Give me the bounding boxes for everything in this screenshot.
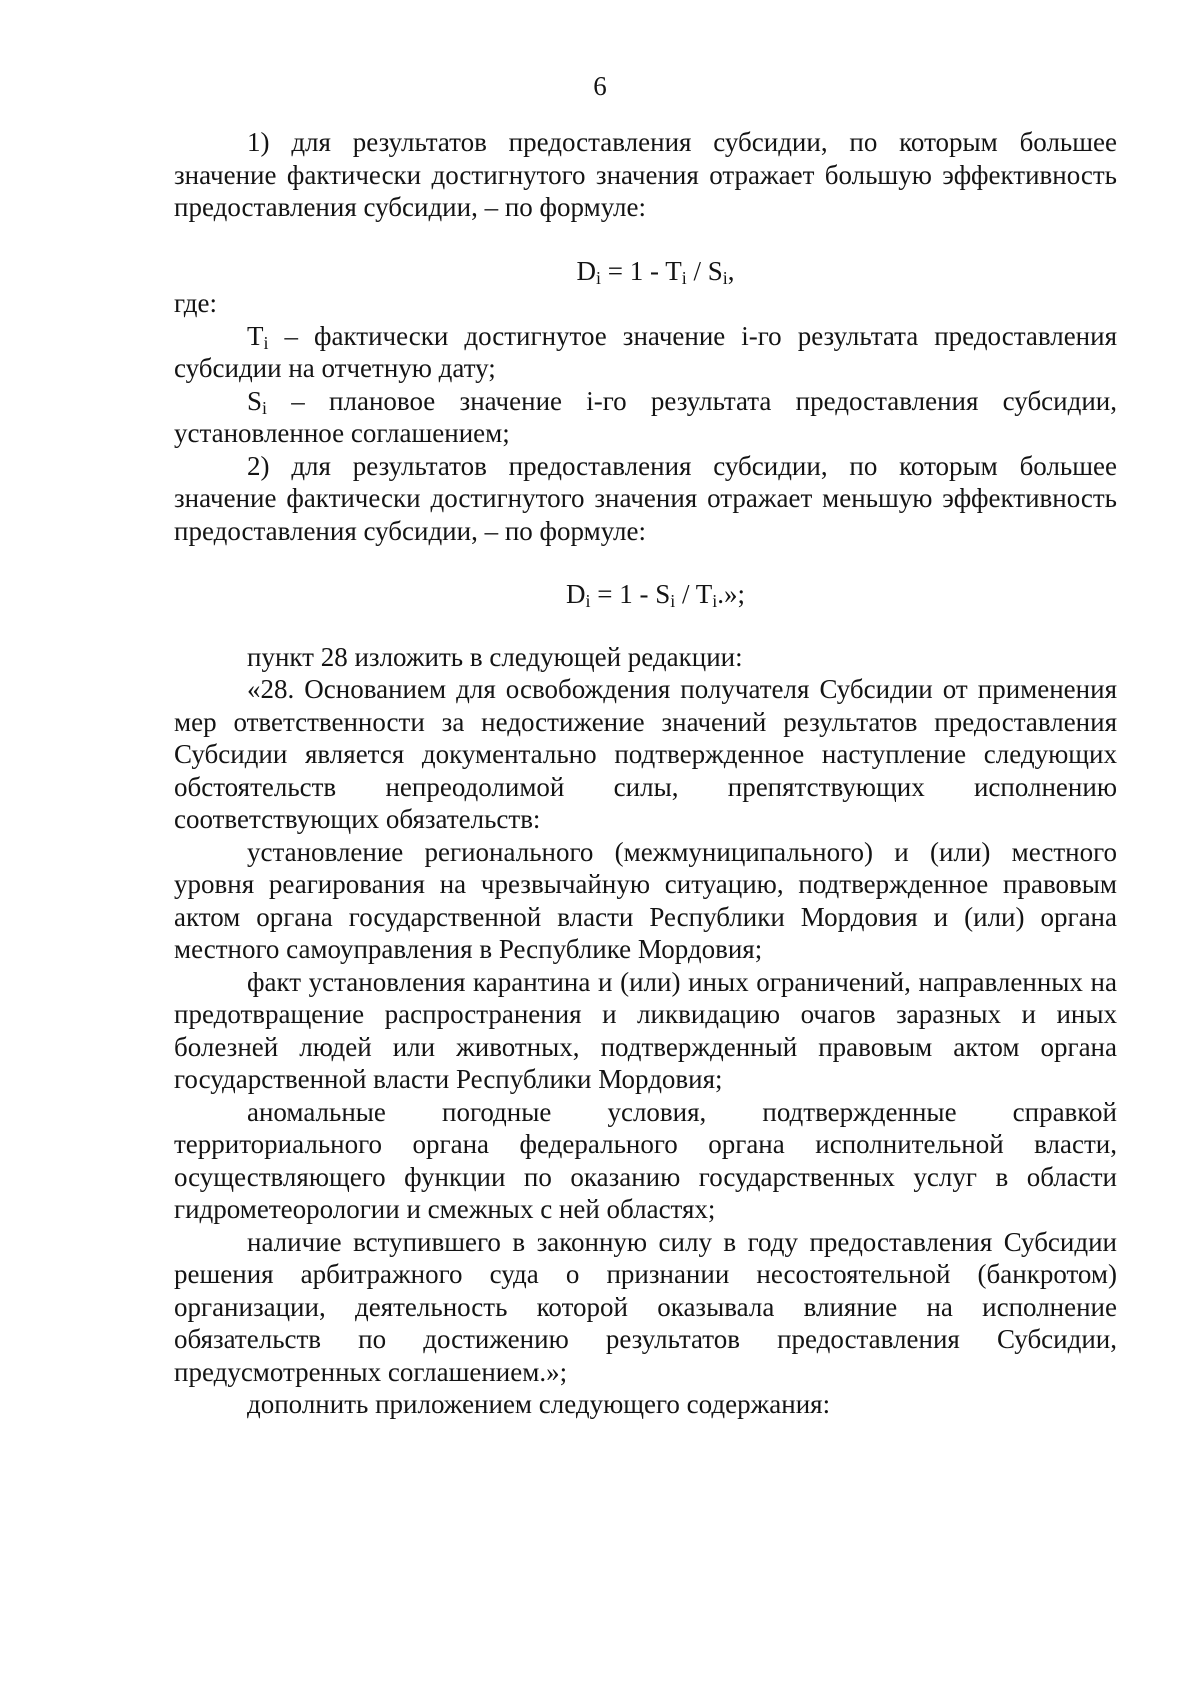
- formula-part: / T: [675, 579, 713, 609]
- formula-part: = 1 - S: [590, 579, 671, 609]
- symbol-t: T: [247, 320, 264, 351]
- paragraph-emergency: установление регионального (межмуниципального) и (или) местного уровня реагирования на чрезвычайную ситуацию, подтвержденное правовым актом органа государственной власти Республики Мордовия и (или) органа местного самоуправления в Республике Мордовия;: [174, 836, 1117, 964]
- document-body: [174, 126, 1117, 1421]
- where-label: где:: [174, 288, 217, 318]
- formula-part: ,: [727, 255, 735, 286]
- formula-subscript: i: [712, 591, 718, 611]
- formula-subscript: i: [722, 267, 728, 288]
- paragraph-appendix: дополнить приложением следующего содержания:: [247, 1389, 831, 1419]
- formula-subscript: i: [670, 591, 676, 611]
- paragraph-item-2: 2) для результатов предоставления субсидии, по которым большее значение фактически достигнутого значения отражает меньшую эффективность предоставления субсидии, – по формуле:: [174, 450, 1117, 546]
- formula-part: / S: [686, 255, 723, 286]
- definition-si: [174, 385, 1117, 450]
- formula-direct: [174, 255, 1117, 288]
- paragraph-28-intro: пункт 28 изложить в следующей редакции:: [247, 641, 743, 672]
- formula-part: = 1 - T: [600, 255, 682, 286]
- paragraph-bankruptcy: наличие вступившего в законную силу в году предоставления Субсидии решения арбитражного суда о признании несостоятельной (банкротом) организации, деятельность которой оказывала влияние на исполнение обязательств по достижению результатов предоставления Субсидии, предусмотренных соглашением.»;: [174, 1226, 1117, 1387]
- formula-subscript: i: [681, 267, 687, 288]
- symbol-s: S: [247, 385, 263, 416]
- definition-text: – плановое значение i-го результата предоставления субсидии, установленное соглашением;: [174, 385, 1117, 448]
- definition-ti: [174, 320, 1117, 385]
- paragraph-item-1: 1) для результатов предоставления субсидии, по которым большее значение фактически достигнутого значения отражает большую эффективность предоставления субсидии, – по формуле:: [174, 127, 1117, 222]
- formula-d: D: [565, 579, 586, 609]
- paragraph-weather: аномальные погодные условия, подтвержденные справкой территориального органа федерального органа исполнительной власти, осуществляющего функции по оказанию государственных услуг в области гидрометеорологии и смежных с ней областях;: [174, 1096, 1117, 1224]
- paragraph-quarantine: факт установления карантина и (или) иных ограничений, направленных на предотвращение распространения и ликвидацию очагов заразных и иных болезней людей или животных, подтвержденный правовым актом органа государственной власти Республики Мордовия;: [174, 966, 1117, 1094]
- definition-text: – фактически достигнутое значение i-го результата предоставления субсидии на отчетную дату;: [174, 320, 1117, 383]
- formula-part: .»;: [717, 579, 746, 609]
- symbol-subscript: i: [262, 397, 268, 418]
- formula-d: D: [576, 255, 596, 286]
- symbol-subscript: i: [263, 332, 269, 353]
- paragraph-28-main: «28. Основанием для освобождения получателя Субсидии от применения мер ответственности за недостижение значений результатов предоставления Субсидии является документально подтвержденное наступление следующих обстоятельств непреодолимой силы, препятствующих исполнению соответствующих обязательств:: [174, 674, 1117, 834]
- formula-subscript: i: [595, 267, 601, 288]
- formula-subscript: i: [585, 591, 591, 611]
- formula-inverse: [174, 578, 1117, 611]
- page-number: 6: [593, 71, 607, 101]
